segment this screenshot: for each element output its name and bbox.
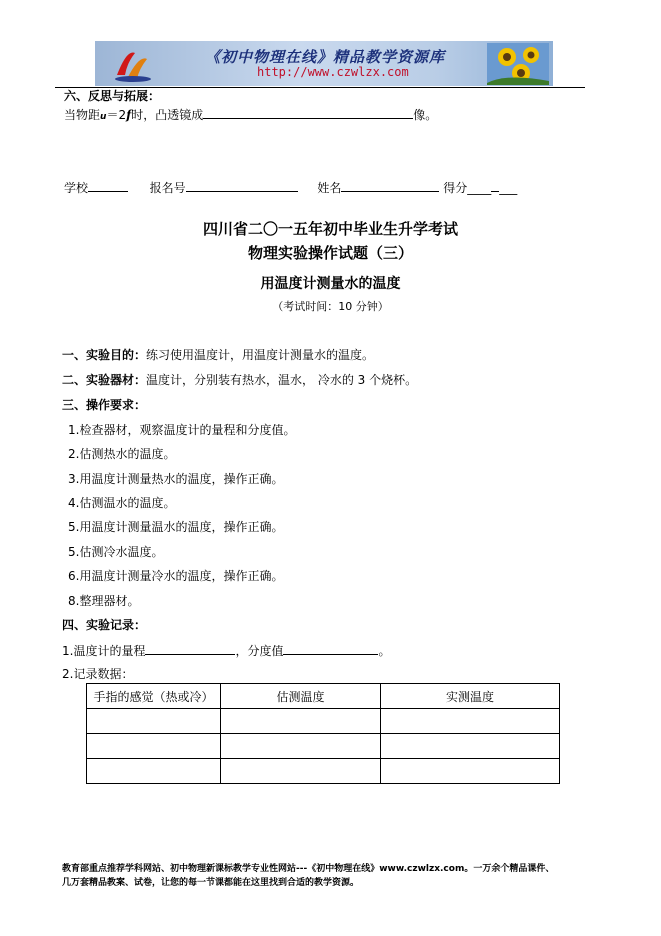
equipment-line xyxy=(62,373,417,387)
banner-url[interactable]: http://www.czwlzx.com xyxy=(257,65,409,79)
range-label: 1.温度计的量程 xyxy=(62,644,146,658)
requirement-item: 4.估测温水的温度。 xyxy=(68,496,176,510)
table-header-row xyxy=(87,684,560,709)
name-label: 姓名 xyxy=(317,181,342,195)
data-table xyxy=(86,683,560,784)
var-f: f xyxy=(126,108,132,122)
school-label: 学校 xyxy=(64,181,89,195)
requirement-item: 1.检查器材，观察温度计的量程和分度值。 xyxy=(68,423,296,437)
purpose-line xyxy=(62,348,374,362)
equipment-text: 温度计，分别装有热水，温水， 冷水的 3 个烧杯。 xyxy=(146,373,418,387)
table-header-cell: 实测温度 xyxy=(381,684,560,709)
table-cell[interactable] xyxy=(381,759,560,784)
equipment-label: 二、实验器材： xyxy=(62,373,147,387)
reflection-prefix: 当物距 xyxy=(64,108,101,122)
header-banner xyxy=(95,41,553,86)
banner-title: 《初中物理在线》精品教学资源库 xyxy=(205,48,446,66)
header-divider xyxy=(55,87,585,88)
site-logo-icon xyxy=(113,45,153,83)
division-blank[interactable] xyxy=(283,643,378,655)
table-header-cell: 手指的感觉（热或冷） xyxy=(87,684,221,709)
score-label: 得分 xyxy=(443,181,468,195)
requirement-item: 5.用温度计测量温水的温度，操作正确。 xyxy=(68,520,284,534)
name-blank[interactable] xyxy=(341,180,439,192)
experiment-topic: 用温度计测量水的温度 xyxy=(260,276,401,292)
exam-subtitle: 物理实验操作试题（三） xyxy=(247,244,413,262)
reflection-suffix: 像。 xyxy=(413,108,438,122)
reflection-mid: 时，凸透镜成 xyxy=(131,108,204,122)
exam-title: 四川省二〇一五年初中毕业生升学考试 xyxy=(202,220,458,238)
score-blank-gap xyxy=(491,180,499,192)
purpose-label: 一、实验目的： xyxy=(62,348,147,362)
student-info-line xyxy=(64,180,517,195)
record-line-end: 。 xyxy=(378,644,391,658)
score-blank[interactable]: ____ xyxy=(467,181,492,195)
table-cell[interactable] xyxy=(87,734,221,759)
image-type-blank[interactable] xyxy=(203,107,413,119)
purpose-text: 练习使用温度计，用温度计测量水的温度。 xyxy=(146,348,375,362)
score-blank-tail[interactable]: ___ xyxy=(499,181,518,195)
record-line-1 xyxy=(62,643,390,658)
table-cell[interactable] xyxy=(87,759,221,784)
table-row xyxy=(87,759,560,784)
reg-no-label: 报名号 xyxy=(149,181,186,195)
requirement-item: 6.用温度计测量冷水的温度，操作正确。 xyxy=(68,569,284,583)
reflection-question xyxy=(64,107,437,124)
footer xyxy=(62,862,602,890)
sunflower-icon xyxy=(487,43,549,85)
reg-no-blank[interactable] xyxy=(186,180,298,192)
table-row xyxy=(87,709,560,734)
range-blank[interactable] xyxy=(145,643,235,655)
requirement-item: 8.整理器材。 xyxy=(68,594,140,608)
table-cell[interactable] xyxy=(221,709,381,734)
exam-time: （考试时间：10 分钟） xyxy=(272,300,389,313)
requirement-item: 2.估测热水的温度。 xyxy=(68,447,176,461)
table-cell[interactable] xyxy=(87,709,221,734)
table-row xyxy=(87,734,560,759)
requirement-item: 5.估测冷水温度。 xyxy=(68,545,164,559)
record-label: 四、实验记录： xyxy=(62,618,147,632)
requirements-label: 三、操作要求： xyxy=(62,398,147,412)
table-cell[interactable] xyxy=(221,734,381,759)
record-line-2: 2.记录数据： xyxy=(62,667,134,681)
footer-line-1: 教育部重点推荐学科网站、初中物理新课标教学专业性网站---《初中物理在线》www.czwlzx.com。一万余个精品课件、 xyxy=(62,864,555,874)
requirement-item: 3.用温度计测量热水的温度，操作正确。 xyxy=(68,472,284,486)
table-cell[interactable] xyxy=(381,709,560,734)
division-label: ，分度值 xyxy=(235,644,284,658)
table-header-cell: 估测温度 xyxy=(221,684,381,709)
var-u: u xyxy=(100,112,107,122)
table-cell[interactable] xyxy=(381,734,560,759)
footer-line-2: 几万套精品教案、试卷，让您的每一节课都能在这里找到合适的教学资源。 xyxy=(62,878,360,888)
reflection-heading: 六、反思与拓展： xyxy=(64,89,161,103)
table-cell[interactable] xyxy=(221,759,381,784)
school-blank[interactable] xyxy=(88,180,128,192)
reflection-eq: ＝2 xyxy=(106,108,127,122)
